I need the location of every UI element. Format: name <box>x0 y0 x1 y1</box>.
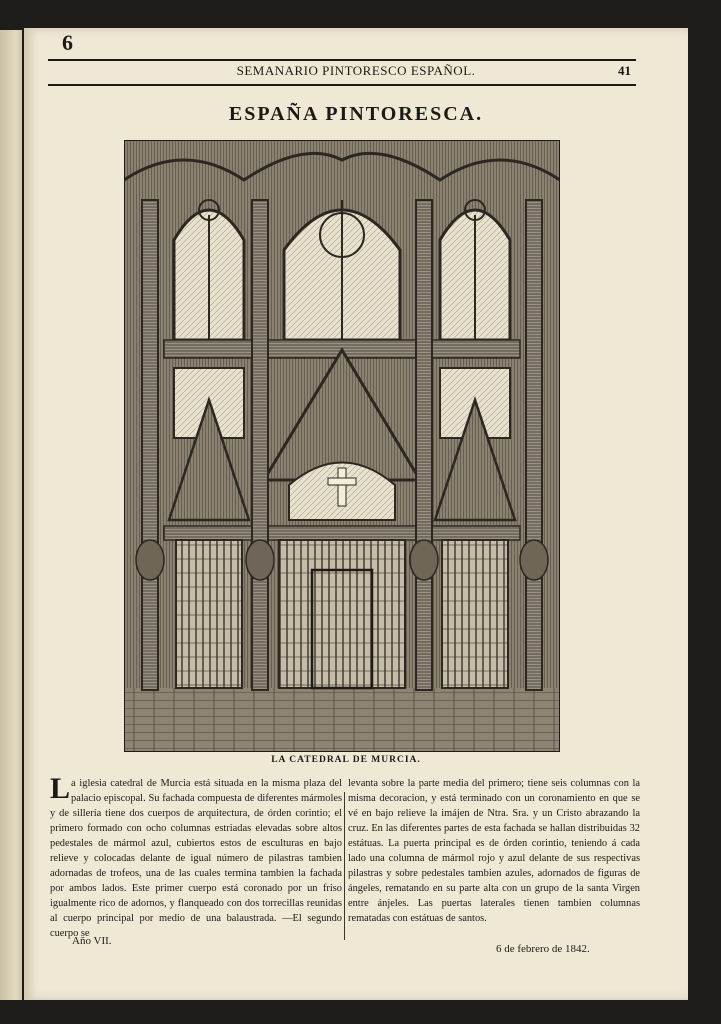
drop-cap: L <box>50 772 71 805</box>
text-column-right <box>348 776 640 926</box>
issue-date: 6 de febrero de 1842. <box>496 943 590 955</box>
illustration-caption: LA CATEDRAL DE MURCIA. <box>271 755 421 765</box>
column-right-text: levanta sobre la parte media del primero; tiene seis columnas con la misma decoracion, y está terminado con un coronamiento en que se vé en bajo relieve la imájen de Ntra. Sra. y un Cristo abrazando la cruz. En las diferentes partes de esta fachada se hallan distribuidas 32 estátuas. La puerta principal es de órden corintio, teniendo á cada lado una columna de mármol rojo y azul delante de sus respectivas pilastras y sobre pedestales tambien azules, adornados de figuras de ángeles, rematando en su parte alta con un grupo de la santa Virgen entre ánjeles. Las puertas laterales tienen tambien columnas rematadas con estátuas de santos. <box>348 778 640 924</box>
journal-page <box>24 28 688 1000</box>
text-column-left <box>50 772 342 941</box>
volume-year: Año VII. <box>72 935 112 947</box>
column-divider <box>344 792 345 940</box>
page-number-left: 6 <box>62 30 73 55</box>
facing-page-edge <box>0 30 22 1000</box>
header-rule-bottom <box>48 84 636 86</box>
running-head: SEMANARIO PINTORESCO ESPAÑOL. <box>236 63 476 78</box>
column-left-text: a iglesia catedral de Murcia está situada en la misma plaza del palacio episcopal. Su fachada compuesta de diferentes mármoles y de sillería tiene dos cuerpos de arquitectura, de órden corintio; el primero formado con ocho columnas estriadas elevadas sobre altos pedestales de mármol azul, cubiertos estos de esculturas en bajo relieve y colocadas delante de igual número de pilastras tambien adornadas de trofeos, una de las cuales termina tambien la fachada por ambos lados. Este primer cuerpo está coronado por un friso igualmente rico de adornos, y flanqueado con dos torrecillas reunidas al cuerpo principal por medio de una balaustrada. —El segundo cuerpo se <box>50 778 342 939</box>
cathedral-engraving <box>124 140 560 752</box>
section-title: ESPAÑA PINTORESCA. <box>228 103 484 125</box>
header-rule-top <box>48 59 636 61</box>
page-number-right: 41 <box>618 63 631 78</box>
